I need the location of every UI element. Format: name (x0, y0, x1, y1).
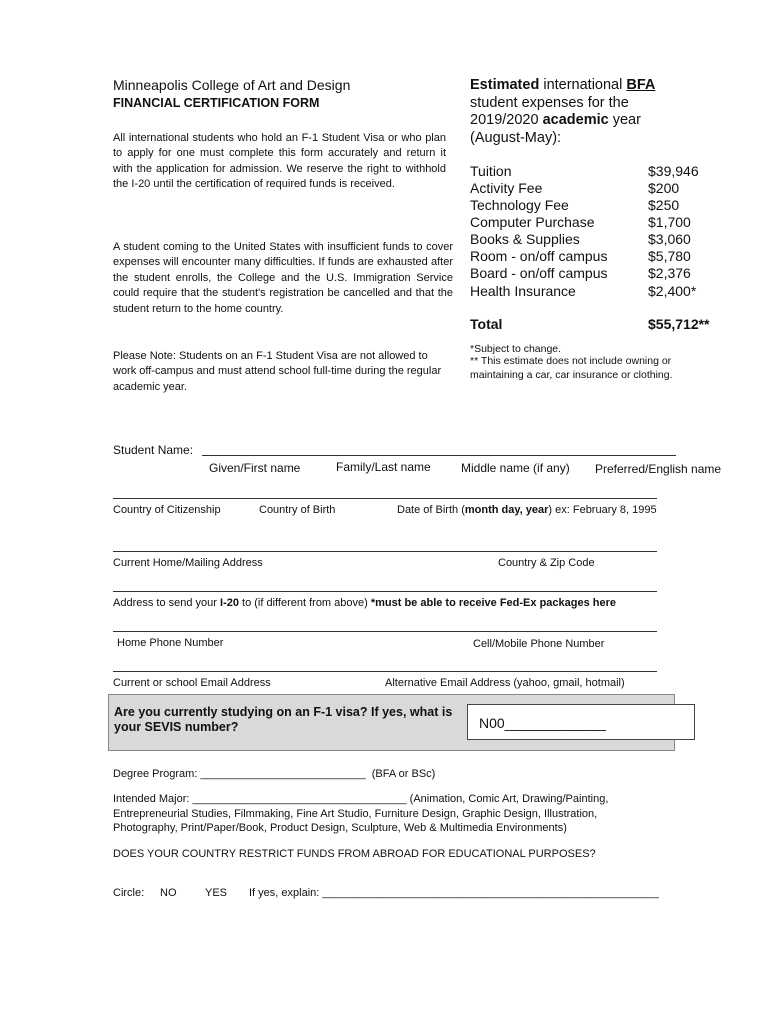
intro-paragraph-2: A student coming to the United States with insufficient funds to cover expenses will encounter many difficulties. If funds are exhausted after the student enrolls, the College and the U.S. Immigration Service could require that the student's registration be cancelled and that the student return to the home country. (113, 241, 453, 315)
expense-amount: $3,060 (648, 231, 691, 247)
intro-paragraph-1: All international students who hold an F-1 Student Visa or who plan to apply for one must complete this form accurately and return it with the application for admission. We reserve the right to withhold the I-20 until the certification of required funds is received. (113, 132, 446, 191)
i20-address-line[interactable] (113, 591, 657, 592)
college-name: Minneapolis College of Art and Design (113, 77, 351, 93)
expense-amount: $250 (648, 197, 680, 213)
heading-academic: academic (542, 112, 609, 128)
expense-amount: $2,376 (648, 265, 691, 281)
explain-field (249, 886, 659, 901)
expense-label: Activity Fee (470, 180, 543, 196)
expense-label: Computer Purchase (470, 214, 595, 230)
expense-row (470, 231, 710, 247)
circle-yes[interactable]: YES (205, 887, 228, 899)
dob-label (397, 503, 657, 518)
heading-line-4: (August-May): (470, 129, 562, 146)
heading-estimated: Estimated (470, 77, 540, 93)
expense-amount: $2,400* (648, 283, 697, 299)
address-line[interactable] (113, 551, 657, 552)
degree-program (113, 767, 435, 782)
preferred-name-label: Preferred/English name (595, 462, 722, 476)
dob-format: month day, year (464, 504, 549, 516)
heading-year-word: year (608, 112, 641, 128)
email-label: Current or school Email Address (113, 677, 271, 689)
home-phone-label: Home Phone Number (117, 637, 224, 649)
middle-name-label: Middle name (if any) (461, 461, 570, 475)
expense-row (470, 197, 710, 213)
dob-example: ) ex: February 8, 1995 (548, 504, 657, 516)
circle-no[interactable]: NO (160, 887, 177, 899)
expense-label: Health Insurance (470, 283, 576, 299)
expense-row (470, 180, 710, 196)
i20-fedex-note: *must be able to receive Fed-Ex packages here (370, 597, 617, 609)
explain-blank[interactable]: _______________________________________________________ (322, 887, 659, 899)
expense-row (470, 265, 710, 281)
i20-middle: to (if different from above) (238, 597, 371, 609)
cell-phone-label: Cell/Mobile Phone Number (473, 638, 605, 650)
major-label: Intended Major: (113, 793, 193, 805)
phone-line[interactable] (113, 631, 657, 632)
heading-year: 2019/2020 (470, 112, 543, 128)
sevis-question: Are you currently studying on an F-1 visa? If yes, what is your SEVIS number? (114, 705, 453, 734)
explain-label: If yes, explain: (249, 887, 323, 899)
expense-amount: $39,946 (648, 163, 699, 179)
total-amount: $55,712** (648, 316, 710, 332)
major-options: (Animation, Comic Art, Drawing/Painting, Entrepreneurial Studies, Filmmaking, Fine Art Studio, Furniture Design, Graphic Design, Illustration, Photography, Print/Paper/Book, Product Design, Sculpture, Web & Multimedia Environments) (113, 793, 609, 834)
expense-label: Board - on/off campus (470, 265, 608, 281)
home-address-label: Current Home/Mailing Address (113, 557, 263, 569)
expense-row (470, 283, 710, 299)
expense-label: Tuition (470, 163, 512, 179)
note-subject-to-change: *Subject to change. (470, 343, 562, 355)
degree-options: (BFA or BSc) (371, 768, 436, 780)
sevis-input[interactable] (467, 704, 695, 740)
country-birth-label: Country of Birth (259, 504, 336, 516)
alt-email-label: Alternative Email Address (yahoo, gmail, hotmail) (385, 677, 625, 689)
intended-major (113, 792, 633, 836)
country-zip-label: Country & Zip Code (498, 557, 595, 569)
family-name-label: Family/Last name (336, 460, 431, 474)
citizenship-line[interactable] (113, 498, 657, 499)
form-title: FINANCIAL CERTIFICATION FORM (113, 96, 320, 110)
dob-prefix: Date of Birth ( (397, 504, 465, 516)
expense-label: Room - on/off campus (470, 248, 608, 264)
expense-amount: $1,700 (648, 214, 691, 230)
expense-label: Books & Supplies (470, 231, 580, 247)
total-label: Total (470, 316, 503, 332)
restrict-funds-question: DOES YOUR COUNTRY RESTRICT FUNDS FROM ABROAD FOR EDUCATIONAL PURPOSES? (113, 848, 596, 860)
i20-prefix: Address to send your (113, 597, 221, 609)
i20-bold: I-20 (220, 597, 239, 609)
circle-label: Circle: (113, 887, 145, 899)
expense-amount: $5,780 (648, 248, 691, 264)
expense-label: Technology Fee (470, 197, 569, 213)
expenses-heading (470, 77, 730, 147)
intro-paragraph-3: Please Note: Students on an F-1 Student Visa are not allowed to work off-campus and must attend school full-time during the regular academic year. (113, 350, 442, 393)
sevis-value: N00_____________ (479, 715, 606, 731)
given-name-label: Given/First name (209, 461, 301, 475)
expense-row (470, 248, 710, 264)
expense-row (470, 163, 710, 179)
sevis-box (108, 694, 675, 751)
major-blank[interactable]: ___________________________________ (192, 793, 407, 805)
expense-amount: $200 (648, 180, 680, 196)
heading-bfa: BFA (626, 77, 656, 93)
student-name-line[interactable] (202, 455, 676, 456)
student-name-label: Student Name: (113, 443, 194, 457)
heading-line-2: student expenses for the (470, 94, 629, 111)
degree-blank[interactable]: ___________________________ (200, 768, 366, 780)
note-estimate: ** This estimate does not include owning or maintaining a car, car insurance or clothing. (470, 355, 673, 381)
expense-row (470, 214, 710, 230)
country-citizenship-label: Country of Citizenship (113, 504, 221, 516)
heading-text: international (539, 77, 627, 93)
total-row (470, 316, 710, 332)
degree-label: Degree Program: (113, 768, 201, 780)
i20-address-label (113, 596, 616, 611)
email-line[interactable] (113, 671, 657, 672)
